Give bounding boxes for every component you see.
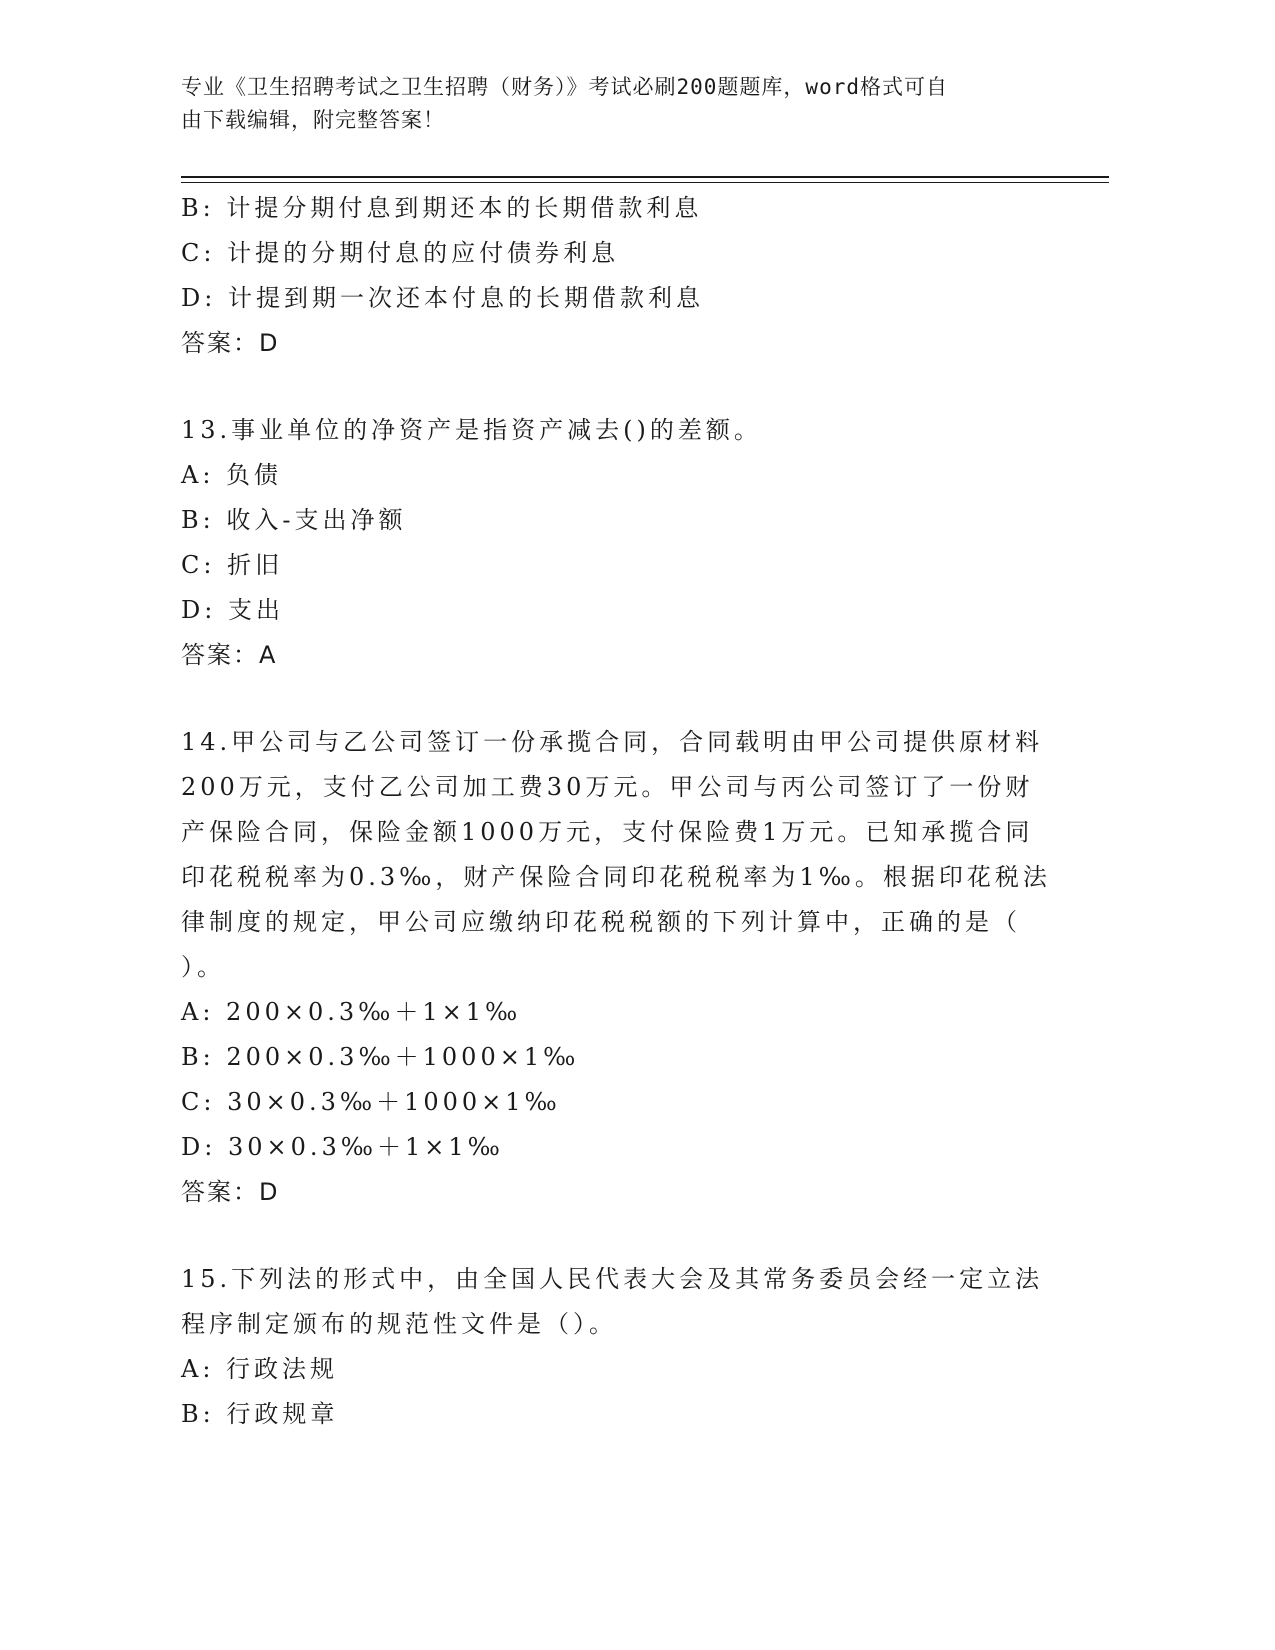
- header-line-2: 由下载编辑，附完整答案！: [181, 108, 445, 132]
- q13-option-c: C: 折旧: [181, 551, 284, 579]
- q15-stem-line: 程序制定颁布的规范性文件是（）。: [181, 1310, 617, 1338]
- q12-option-d: D: 计提到期一次还本付息的长期借款利息: [181, 284, 704, 312]
- q14-stem-line: 产保险合同，保险金额1000万元，支付保险费1万元。已知承揽合同: [181, 818, 1034, 846]
- question-14: [181, 720, 1061, 1215]
- spacer: [181, 366, 1061, 408]
- q15-option-a: A: 行政法规: [181, 1355, 339, 1383]
- q14-option-c: C: 30×0.3‰＋1000×1‰: [181, 1088, 561, 1116]
- question-13: [181, 408, 1061, 678]
- spacer: [181, 678, 1061, 720]
- q14-stem-line: 印花税税率为0.3‰，财产保险合同印花税税率为1‰。根据印花税法: [181, 863, 1051, 891]
- header-rule-thin: [181, 182, 1109, 183]
- q12-answer: 答案：D: [181, 329, 280, 357]
- q14-answer: 答案：D: [181, 1178, 280, 1206]
- q12-option-b: B: 计提分期付息到期还本的长期借款利息: [181, 194, 703, 222]
- q13-stem: 13.事业单位的净资产是指资产减去()的差额。: [181, 416, 762, 444]
- question-15: [181, 1257, 1061, 1437]
- q14-stem-line: 律制度的规定，甲公司应缴纳印花税税额的下列计算中，正确的是（: [181, 908, 1021, 936]
- document-header: [181, 71, 1051, 137]
- q14-option-a: A: 200×0.3‰＋1×1‰: [181, 998, 522, 1026]
- q13-option-d: D: 支出: [181, 596, 284, 624]
- q13-answer: 答案：A: [181, 641, 278, 669]
- q13-option-a: A: 负债: [181, 461, 283, 489]
- q14-option-d: D: 30×0.3‰＋1×1‰: [181, 1133, 504, 1161]
- question-list: [181, 186, 1061, 1437]
- q14-stem-line: 14.甲公司与乙公司签订一份承揽合同，合同载明由甲公司提供原材料: [181, 728, 1044, 756]
- spacer: [181, 1215, 1061, 1257]
- q14-option-b: B: 200×0.3‰＋1000×1‰: [181, 1043, 580, 1071]
- q14-stem-line: ）。: [181, 953, 225, 981]
- q15-option-b: B: 行政规章: [181, 1400, 339, 1428]
- q13-option-b: B: 收入-支出净额: [181, 506, 407, 534]
- q12-option-c: C: 计提的分期付息的应付债券利息: [181, 239, 620, 267]
- header-line-1: 专业《卫生招聘考试之卫生招聘（财务）》考试必刷200题题库，word格式可自: [181, 75, 948, 99]
- q14-stem-line: 200万元，支付乙公司加工费30万元。甲公司与丙公司签订了一份财: [181, 773, 1034, 801]
- question-12: [181, 186, 1061, 366]
- header-rule-thick: [181, 176, 1109, 178]
- q15-stem-line: 15.下列法的形式中，由全国人民代表大会及其常务委员会经一定立法: [181, 1265, 1044, 1293]
